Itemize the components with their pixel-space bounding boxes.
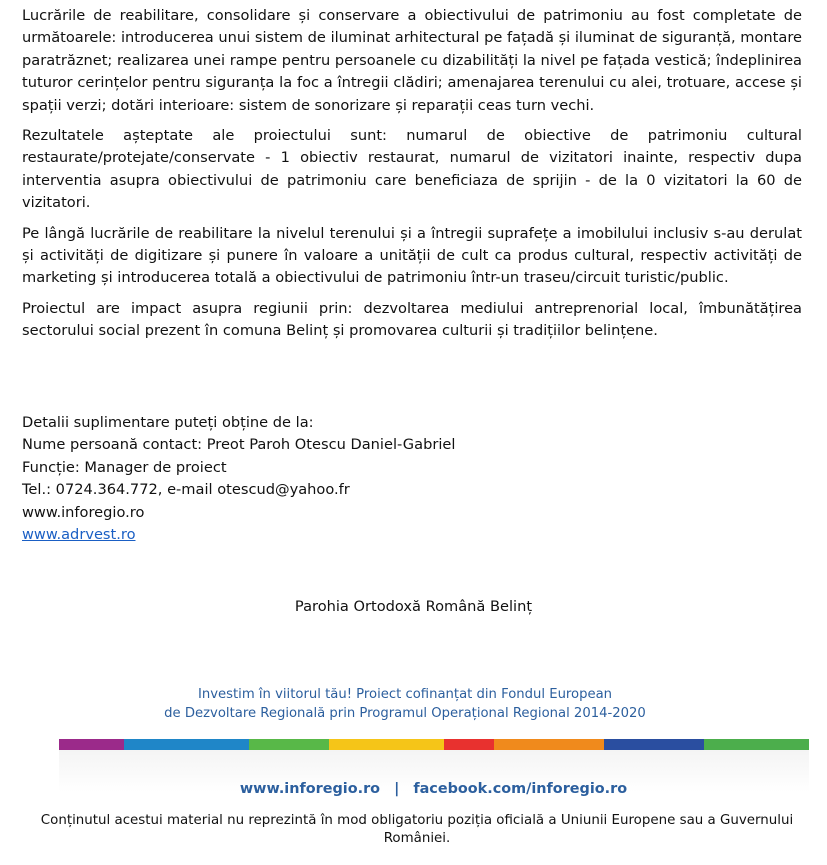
contact-role: Funcție: Manager de proiect xyxy=(22,458,227,476)
color-stripe xyxy=(59,739,809,750)
contact-link-adrvest[interactable]: www.adrvest.ro xyxy=(22,526,136,544)
paragraph-results: Rezultatele așteptate ale proiectului sunt: numarul de obiective de patrimoniu cultural restaurate/protejate/conservate - 1 obiectiv restaurat, numarul de vizitatori inainte, respectiv dupa interventia asupra obiectivului de patrimoniu care beneficiaza de sprijin - de la 0 vizitatori la 60 de vizitatori. xyxy=(22,127,802,212)
stripe-segment xyxy=(444,739,494,750)
contact-person: Nume persoană contact: Preot Paroh Otescu Daniel-Gabriel xyxy=(22,436,456,454)
banner-separator: | xyxy=(394,781,400,797)
banner-link-inforegio[interactable]: www.inforegio.ro xyxy=(239,781,381,797)
banner-weblinks xyxy=(0,781,827,797)
stripe-segment xyxy=(604,739,704,750)
banner-tagline-line2: de Dezvoltare Regională prin Programul Operațional Regional 2014-2020 xyxy=(164,705,646,721)
banner-tagline-line1: Investim în viitorul tău! Proiect cofinanțat din Fondul European xyxy=(197,687,613,702)
organization-name: Parohia Ortodoxă Română Belinț xyxy=(294,598,533,615)
stripe-segment xyxy=(124,739,249,750)
stripe-segment xyxy=(494,739,604,750)
stripe-segment xyxy=(329,739,444,750)
banner-background xyxy=(59,750,809,810)
disclaimer: Conținutul acestui material nu reprezintă în mod obligatoriu poziția oficială a Uniunii Europene sau a Guvernului României. xyxy=(40,813,794,846)
contact-intro: Detalii suplimentare puteți obține de la: xyxy=(22,414,314,431)
paragraph-works: Lucrările de reabilitare, consolidare și conservare a obiectivului de patrimoniu au fost completate de următoarele: introducerea unui sistem de iluminat arhitectural pe fațadă și iluminat de siguranță, montare paratrăznet; realizarea unei rampe pentru persoanele cu dizabilități la nivel pe fațada vestică; îndeplinirea tuturor cerințelor pentru siguranța la foc a întregii clădiri; amenajarea terenului cu alei, trotuare, accese și spații verzi; dotări interioare: sistem de sonorizare și reparații ceas turn vechi. xyxy=(22,7,802,114)
contact-site-inforegio: www.inforegio.ro xyxy=(22,503,145,521)
banner-link-facebook[interactable]: facebook.com/inforegio.ro xyxy=(413,781,628,797)
stripe-segment xyxy=(249,739,329,750)
contact-phone-email: Tel.: 0724.364.772, e-mail otescud@yahoo.fr xyxy=(22,481,350,499)
banner-tagline xyxy=(0,686,810,723)
paragraph-impact: Proiectul are impact asupra regiunii prin: dezvoltarea mediului antreprenorial local, îmbunătățirea sectorului social prezent în comuna Belinț și promovarea culturii și tradițiilor belințene. xyxy=(22,299,802,340)
stripe-segment xyxy=(59,739,124,750)
stripe-segment xyxy=(704,739,809,750)
document-body xyxy=(22,0,802,351)
contact-block xyxy=(22,412,455,546)
paragraph-activities: Pe lângă lucrările de reabilitare la nivelul terenului și a întregii suprafețe a imobilului inclusiv s-au derulat și activități de digitizare și punere în valoare a unității de cult ca produs cultural, respectiv activități de marketing și introducerea totală a obiectivului de patrimoniu într-un traseu/circuit turistic/public. xyxy=(22,224,802,287)
